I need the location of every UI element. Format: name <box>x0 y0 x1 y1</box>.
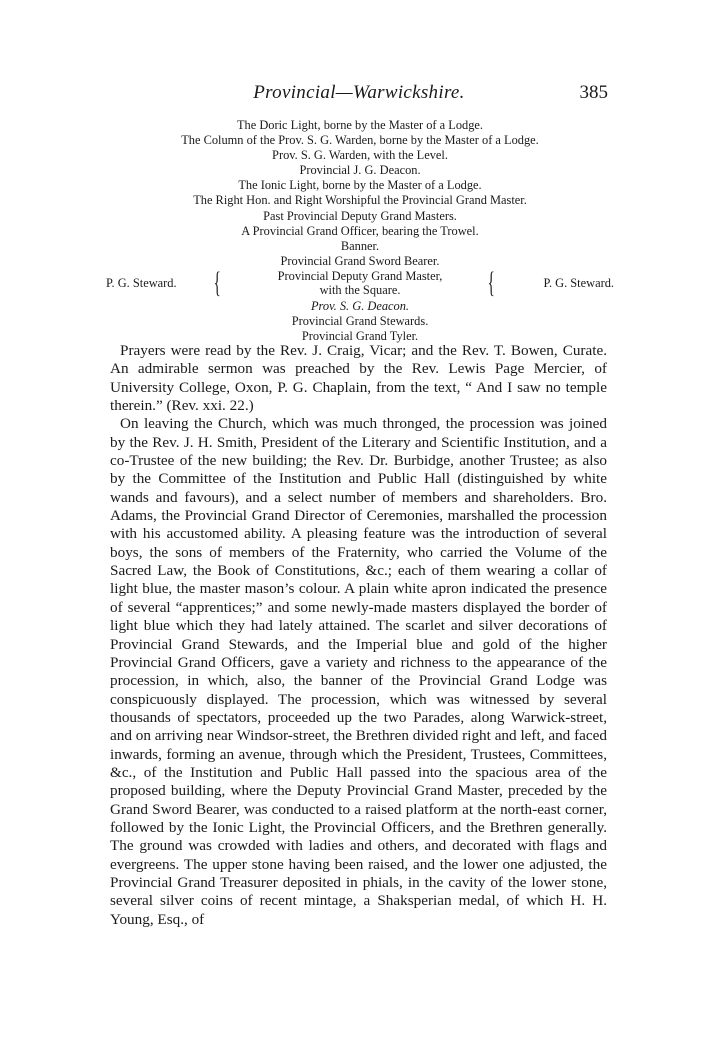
running-title: Provincial—Warwickshire. <box>253 82 465 103</box>
paragraph: On leaving the Church, which was much thronged, the procession was joined by the Rev. J. H. Smith, President of the Literary and Scientific Institution, and a co-Trustee of the new building; the Rev. Dr. Burbidge, another Trustee; as also by the Committee of the Institution and Public Hall (distinguished by white wands and favours), and a select number of members and shareholders. Bro. Adams, the Provincial Grand Director of Ceremonies, marshalled the procession with his accustomed ability. A pleasing feature was the introduction of several boys, the sons of members of the Fraternity, who carried the Volume of the Sacred Law, the Book of Constitutions, &c.; each of them wearing a collar of light blue, the master mason’s colour. A plain white apron indicated the presence of several “apprentices;” and some newly-made masters displayed the border of light blue which they had lately attained. The scarlet and silver decorations of Provincial Grand Stewards, and the Imperial blue and gold of the higher Provincial Grand Officers, gave a variety and richness to the appearance of the procession, in which, also, the banner of the Provincial Grand Lodge was conspicuously displayed. The procession, which was witnessed by several thousands of spectators, proceeded up the two Parades, along Warwick-street, and on arriving near Windsor-street, the Brethren divided right and left, and faced inwards, forming an avenue, through which the President, Trustees, Committees, &c., of the Institution and Public Hall passed into the spacious area of the proposed building, where the Deputy Provincial Grand Master, preceded by the Grand Sword Bearer, was conducted to a raised platform at the north-east corner, followed by the Ionic Light, the Provincial Officers, and the Brethren generally. The ground was crowded with ladies and others, and decorated with flags and evergreens. The upper stone having been raised, and the lower one adjusted, the Provincial Grand Treasurer deposited in phials, in the cavity of the lower stone, several silver coins of recent mintage, a Shaksperian medal, of which H. H. Young, Esq., of <box>110 415 607 928</box>
procession-line: Provincial J. G. Deacon. <box>299 163 421 178</box>
procession-line: A Provincial Grand Officer, bearing the Trowel. <box>241 223 479 238</box>
deputy-master-line: Provincial Deputy Grand Master, <box>277 268 443 283</box>
steward-row <box>100 265 620 299</box>
procession-line: Provincial Grand Sword Bearer. <box>280 253 440 268</box>
procession-line: Prov. S. G. Warden, with the Level. <box>272 148 448 163</box>
page-number: 385 <box>579 82 608 103</box>
procession-line: Provincial Grand Stewards. <box>291 314 429 329</box>
procession-line: The Right Hon. and Right Worshipful the Provincial Grand Master. <box>193 193 527 208</box>
procession-line: Prov. S. G. Deacon. <box>310 298 410 313</box>
procession-line: Past Provincial Deputy Grand Masters. <box>263 208 457 223</box>
paragraph: Prayers were read by the Rev. J. Craig, Vicar; and the Rev. T. Bowen, Curate. An admirable sermon was preached by the Rev. Lewis Page Mercier, of University College, Oxon, P. G. Chaplain, from the text, “ And I saw no temple therein.” (Rev. xxi. 22.) <box>110 342 607 415</box>
procession-line: The Column of the Prov. S. G. Warden, borne by the Master of a Lodge. <box>181 133 539 148</box>
procession-line: Provincial Grand Tyler. <box>301 329 419 344</box>
deputy-master-entry <box>250 269 470 298</box>
steward-left: P. G. Steward. <box>106 275 177 290</box>
left-brace-icon: { <box>213 265 221 299</box>
right-brace-icon: { <box>487 265 495 299</box>
procession-line: The Doric Light, borne by the Master of a Lodge. <box>236 118 484 132</box>
deputy-master-subline: with the Square. <box>319 283 401 298</box>
procession-order <box>100 118 620 344</box>
steward-right: P. G. Steward. <box>543 275 614 290</box>
procession-line: Banner. <box>340 238 380 253</box>
body-text <box>110 342 607 929</box>
running-head <box>110 82 608 106</box>
procession-line: The Ionic Light, borne by the Master of a Lodge. <box>238 178 482 193</box>
